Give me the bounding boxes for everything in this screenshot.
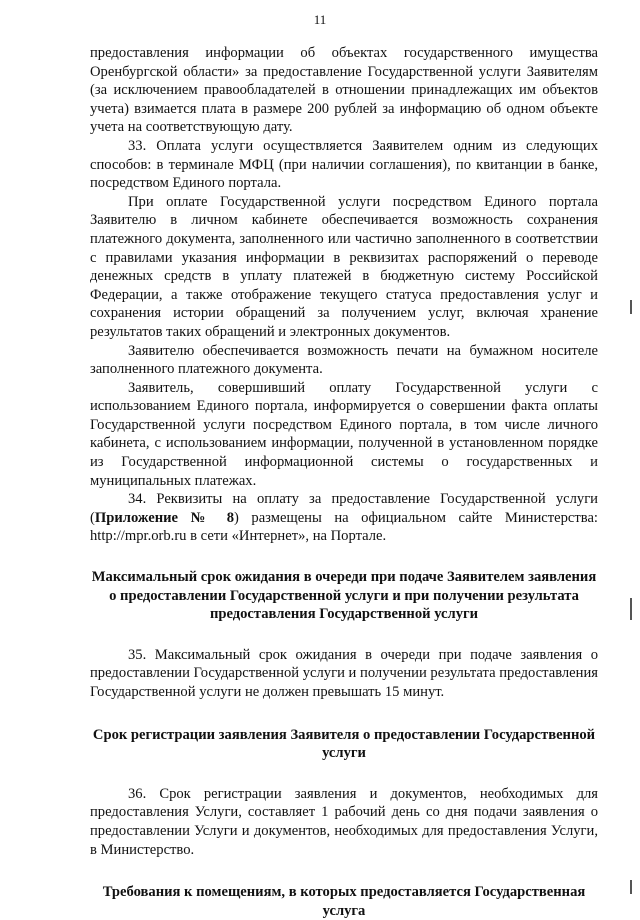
document-body	[90, 44, 598, 920]
paragraph-34-requisites	[90, 490, 598, 546]
paragraph-36-registration: 36. Срок регистрации заявления и документов, необходимых для предоставления Услуги, составляет 1 рабочий день со дня подачи заявления о предоставлении Услуги и документов, необходимых для предоставления Услуги, в Министерство.	[90, 785, 598, 858]
paragraph-portal-payment: При оплате Государственной услуги посредством Единого портала Заявителю в личном кабинете обеспечивается возможность сохранения платежного документа, заполненного или частично заполненного в соответствии с правилами указания информации в реквизитах распоряжений о переводе денежных средств в уплату платежей в бюджетную систему Российской Федерации, а также отображение текущего статуса предоставления услуг и сохранения истории обращений за получением услуг, включая хранение результатов таких обращений и электронных документов.	[90, 193, 598, 340]
requisites-text-start: 34. Реквизиты на оплату за предоставление Государственной услуги (	[90, 491, 598, 526]
paragraph-print-document: Заявителю обеспечивается возможность печати на бумажном носителе заполненного платежного документа.	[90, 342, 598, 378]
heading-max-queue-time: Максимальный срок ожидания в очереди при подаче Заявителем заявления о предоставлении Государственной услуги и при получении результата предоставления Государственной услуги	[91, 569, 597, 623]
heading-registration-term: Срок регистрации заявления Заявителя о предоставлении Государственной услуги	[92, 726, 596, 762]
requisites-text-end: ) размещены на официальном сайте Министерства: http://mpr.orb.ru в сети «Интернет», на Портале.	[90, 509, 598, 545]
appendix-reference: Приложение № 8	[94, 509, 234, 526]
heading-premises-requirements: Требования к помещениям, в которых предоставляется Государственная услуга	[102, 884, 586, 919]
paragraph-payment-notification: Заявитель, совершивший оплату Государственной услуги с использованием Единого портала, информируется о совершении факта оплаты Государственной услуги посредством Единого портала, в том числе личного кабинета, с использованием информации, полученной в установленном порядке из Государственной информационной системы о государственных и муниципальных платежах.	[90, 379, 598, 489]
paragraph-fee-info: предоставления информации об объектах государственного имущества Оренбургской области» за предоставление Государственной услуги Заявителям (за исключением правообладателей в отношении принадлежащих им объектов учета) взимается плата в размере 200 рублей за информацию об одном объекте учета на соответствующую дату.	[90, 45, 598, 136]
scan-artifact-mark	[630, 300, 632, 314]
scan-artifact-mark	[630, 880, 632, 894]
scan-artifact-mark	[630, 598, 632, 620]
paragraph-35-queue-time: 35. Максимальный срок ожидания в очереди при подаче заявления о предоставлении Государственной услуги и получении результата предоставления Государственной услуги не должен превышать 15 минут.	[90, 646, 598, 700]
paragraph-33-payment-methods: 33. Оплата услуги осуществляется Заявителем одним из следующих способов: в терминале МФЦ (при наличии соглашения), по квитанции в банке, посредством Единого портала.	[90, 137, 598, 192]
page-number: 11	[313, 12, 327, 27]
